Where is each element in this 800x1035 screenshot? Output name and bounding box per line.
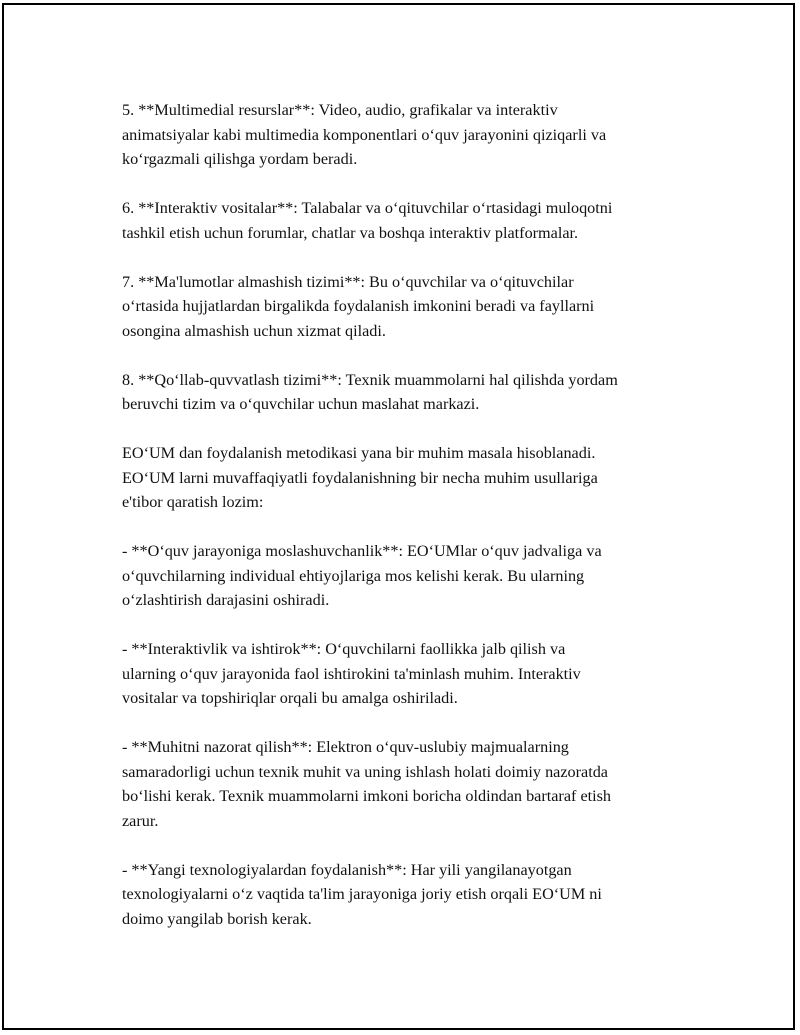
text-line: - **Interaktivlik va ishtirok**: O‘quvchilarni faollikka jalb qilish va xyxy=(122,640,566,658)
text-line: animatsiyalar kabi multimedia komponentlari o‘quv jarayonini qiziqarli va xyxy=(122,125,607,144)
paragraph-environment-control xyxy=(122,735,692,833)
text-line: 6. **Interaktiv vositalar**: Talabalar va o‘qituvchilar o‘rtasidagi muloqotni xyxy=(122,199,613,217)
paragraph-data-exchange xyxy=(122,270,692,344)
text-line: samaradorligi uchun texnik muhit va uning ishlash holati doimiy nazoratda xyxy=(122,762,608,781)
text-line: - **Yangi texnologiyalardan foydalanish**: Har yili yangilanayotgan xyxy=(122,860,572,879)
paragraph-new-technologies xyxy=(122,858,692,932)
text-line: EO‘UM dan foydalanish metodikasi yana bir muhim masala hisoblanadi. xyxy=(122,444,596,462)
paragraph-support-system xyxy=(122,368,692,417)
text-line: EO‘UM larni muvaffaqiyatli foydalanishning bir necha muhim usullariga xyxy=(122,468,598,487)
paragraph-interactive-tools xyxy=(122,196,692,245)
text-line: 7. **Ma'lumotlar almashish tizimi**: Bu o‘quvchilar va o‘qituvchilar xyxy=(122,272,574,291)
text-line: texnologiyalarni o‘z vaqtida ta'lim jarayoniga joriy etish orqali EO‘UM ni xyxy=(122,885,602,903)
paragraph-multimedia-resources xyxy=(122,98,692,172)
document-body xyxy=(122,98,692,931)
paragraph-methodology-intro xyxy=(122,441,692,515)
text-line: ularning o‘quv jarayonida faol ishtirokini ta'minlash muhim. Interaktiv xyxy=(122,664,581,683)
text-line: e'tibor qaratish lozim: xyxy=(122,493,264,511)
paragraph-interactivity xyxy=(122,637,692,711)
text-line: doimo yangilab borish kerak. xyxy=(122,909,312,928)
text-line: - **Muhitni nazorat qilish**: Elektron o‘quv-uslubiy majmualarning xyxy=(122,738,569,756)
page-frame xyxy=(2,3,795,1030)
text-line: bo‘lishi kerak. Texnik muammolarni imkoni boricha oldindan bartaraf etish xyxy=(122,787,612,805)
text-line: zarur. xyxy=(122,811,159,830)
text-line: osongina almashish uchun xizmat qiladi. xyxy=(122,321,386,340)
text-line: beruvchi tizim va o‘quvchilar uchun maslahat markazi. xyxy=(122,395,480,413)
text-line: vositalar va topshiriqlar orqali bu amalga oshiriladi. xyxy=(122,689,458,707)
text-line: o‘zlashtirish darajasini oshiradi. xyxy=(122,591,330,609)
text-line: ko‘rgazmali qilishga yordam beradi. xyxy=(122,150,358,168)
text-line: tashkil etish uchun forumlar, chatlar va boshqa interaktiv platformalar. xyxy=(122,223,579,242)
text-line: - **O‘quv jarayoniga moslashuvchanlik**: EO‘UMlar o‘quv jadvaliga va xyxy=(122,542,602,560)
text-line: 5. **Multimedial resurslar**: Video, audio, grafikalar va interaktiv xyxy=(122,101,558,119)
text-line: o‘quvchilarning individual ehtiyojlariga mos kelishi kerak. Bu ularning xyxy=(122,566,585,585)
text-line: 8. **Qo‘llab-quvvatlash tizimi**: Texnik muammolarni hal qilishda yordam xyxy=(122,370,618,389)
paragraph-adaptability xyxy=(122,539,692,613)
text-line: o‘rtasida hujjatlardan birgalikda foydalanish imkonini beradi va fayllarni xyxy=(122,297,595,315)
